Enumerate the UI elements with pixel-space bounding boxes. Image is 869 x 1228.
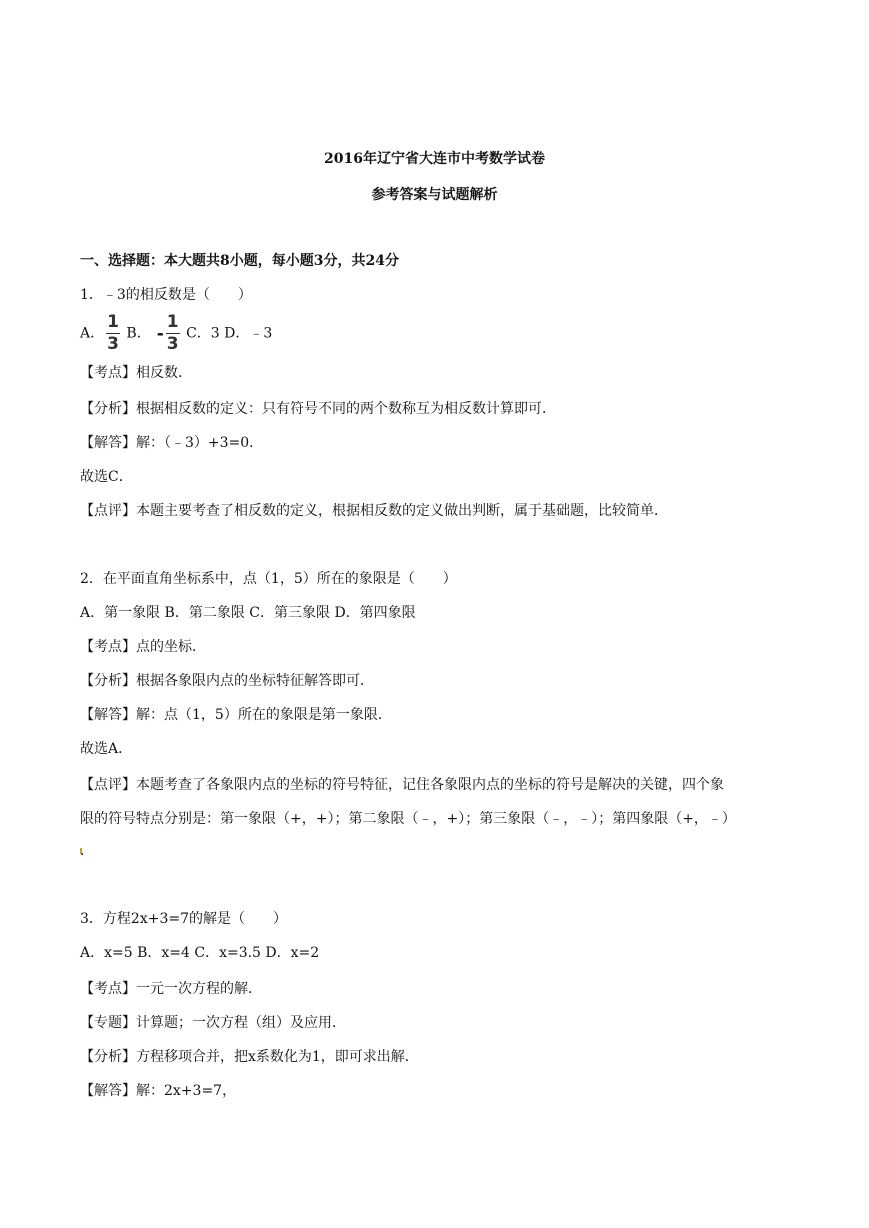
q1-option-b-label: B． bbox=[126, 325, 151, 342]
q1-kaodian: 【考点】相反数． bbox=[80, 365, 192, 381]
q2-fenxi: 【分析】根据各象限内点的坐标特征解答即可． bbox=[80, 673, 374, 689]
section-heading: 一、选择题：本大题共8小题，每小题3分，共24分 bbox=[80, 253, 399, 269]
q1-option-a-label: A． bbox=[80, 325, 105, 342]
q2-dianping-line1: 【点评】本题考查了各象限内点的坐标的符号特征，记住各象限内点的坐标的符号是解决的关键，四个象 bbox=[80, 777, 724, 793]
q2-answer: 故选A． bbox=[80, 741, 133, 757]
q1-fraction-a-denominator: 3 bbox=[107, 334, 119, 354]
q1-dianping: 【点评】本题主要考查了相反数的定义，根据相反数的定义做出判断，属于基础题，比较简单． bbox=[80, 503, 668, 519]
q3-kaodian: 【考点】一元一次方程的解． bbox=[80, 981, 262, 997]
document-subtitle: 参考答案与试题解析 bbox=[371, 187, 498, 203]
q1-jieda: 【解答】解：（﹣3）+3=0． bbox=[80, 435, 264, 451]
q1-fenxi: 【分析】根据相反数的定义：只有符号不同的两个数称互为相反数计算即可． bbox=[80, 401, 556, 417]
q2-dianping-line2: 限的符号特点分别是：第一象限（+，+）；第二象限（﹣，+）；第三象限（﹣，﹣）；第四象限（+，﹣） bbox=[80, 811, 736, 827]
q1-options bbox=[80, 314, 272, 353]
q1-fraction-b bbox=[166, 314, 180, 353]
q1-fraction-b-denominator: 3 bbox=[166, 334, 179, 354]
q2-stem: 2．在平面直角坐标系中，点（1，5）所在的象限是（ ） bbox=[80, 571, 457, 587]
q3-zhuanti: 【专题】计算题；一次方程（组）及应用． bbox=[80, 1015, 346, 1031]
q3-options: A．x=5 B．x=4 C．x=3.5 D．x=2 bbox=[80, 945, 320, 961]
q1-fraction-a-numerator: 1 bbox=[107, 312, 119, 332]
q1-options-rest: C．3 D．﹣3 bbox=[186, 325, 273, 342]
document-title: 2016年辽宁省大连市中考数学试卷 bbox=[324, 151, 545, 167]
q2-kaodian: 【考点】点的坐标． bbox=[80, 639, 206, 655]
q1-answer: 故选C． bbox=[80, 469, 133, 485]
q3-fenxi: 【分析】方程移项合并，把x系数化为1，即可求出解． bbox=[80, 1049, 419, 1065]
q1-stem: 1．﹣3的相反数是（ ） bbox=[80, 287, 252, 303]
q3-jieda: 【解答】解：2x+3=7， bbox=[80, 1083, 237, 1099]
q1-fraction-a bbox=[106, 314, 120, 353]
q2-dianping-line3: ． bbox=[80, 843, 94, 859]
q1-fraction-b-numerator: 1 bbox=[166, 312, 179, 332]
q2-jieda: 【解答】解：点（1，5）所在的象限是第一象限． bbox=[80, 707, 392, 723]
q1-negative-sign: - bbox=[156, 323, 164, 344]
q3-stem: 3．方程2x+3=7的解是（ ） bbox=[80, 911, 287, 927]
q2-options: A．第一象限 B．第二象限 C．第三象限 D．第四象限 bbox=[80, 605, 416, 621]
